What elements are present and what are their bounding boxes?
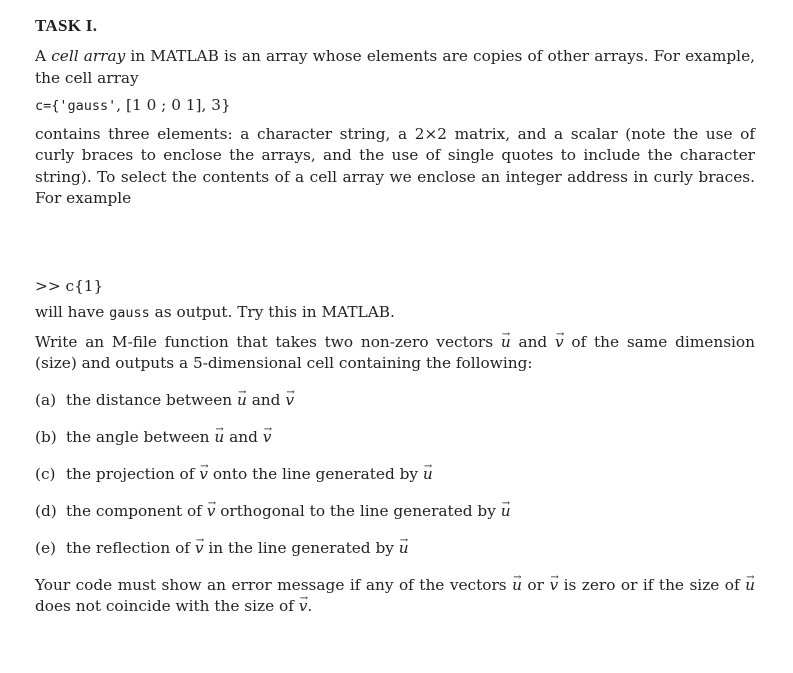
vector-v: → v bbox=[555, 332, 564, 354]
vector-first: → u bbox=[214, 427, 224, 449]
item-text: the angle between bbox=[66, 427, 215, 446]
intro-emphasis: cell array bbox=[51, 47, 126, 65]
vector-u: → u bbox=[512, 575, 522, 597]
list-item bbox=[35, 464, 755, 486]
item-text: and bbox=[246, 390, 286, 409]
task-title: TASK I. bbox=[35, 16, 98, 35]
closing-paragraph bbox=[35, 575, 755, 618]
output-mono: gauss bbox=[109, 305, 150, 321]
task-document bbox=[35, 16, 755, 618]
requirement-list bbox=[35, 390, 755, 560]
list-item bbox=[35, 427, 755, 449]
item-text: the reflection of bbox=[66, 538, 195, 557]
output-paragraph bbox=[35, 302, 755, 325]
intro-text-post: in MATLAB is an array whose elements are copies of other arrays. For example, the cell array bbox=[35, 47, 755, 87]
vector-second: → u bbox=[501, 501, 511, 523]
closing-text-5: . bbox=[307, 597, 313, 615]
intro-text-pre: A bbox=[35, 47, 52, 65]
closing-text-4: does not coincide with the size of bbox=[35, 597, 299, 615]
vector-first: → v bbox=[207, 501, 216, 523]
item-label: (a) bbox=[35, 390, 57, 409]
code-example bbox=[35, 95, 755, 118]
list-item bbox=[35, 538, 755, 560]
item-text: onto the line generated by bbox=[207, 464, 423, 483]
vector-first: → u bbox=[237, 390, 247, 412]
item-label: (e) bbox=[35, 538, 56, 557]
list-item bbox=[35, 501, 755, 523]
task-text-3: of the same dimension (size) and outputs a 5-dimensional cell containing the following: bbox=[35, 332, 755, 372]
vector-second: → u bbox=[399, 538, 409, 560]
task-text-2: and bbox=[510, 332, 555, 351]
code-prefix: c={ bbox=[35, 98, 60, 114]
vector-second: → v bbox=[285, 390, 294, 412]
item-label: (c) bbox=[35, 464, 56, 483]
vector-u: → u bbox=[745, 575, 755, 597]
vector-u: → u bbox=[501, 332, 511, 354]
closing-text-2: or bbox=[521, 575, 550, 594]
item-text: the distance between bbox=[66, 390, 237, 409]
vector-first: → v bbox=[199, 464, 208, 486]
closing-text-3: is zero or if the size of bbox=[558, 575, 746, 594]
list-item bbox=[35, 390, 755, 412]
item-label: (b) bbox=[35, 427, 57, 446]
task-paragraph bbox=[35, 332, 755, 375]
task-text-1: Write an M-file function that takes two non-zero vectors bbox=[35, 332, 501, 351]
closing-text-1: Your code must show an error message if any of the vectors bbox=[35, 575, 513, 594]
matlab-prompt: >> c{1} bbox=[35, 276, 104, 295]
item-text: the component of bbox=[66, 501, 207, 520]
vector-second: → v bbox=[263, 427, 272, 449]
vector-second: → u bbox=[423, 464, 433, 486]
intro-paragraph bbox=[35, 46, 755, 89]
item-text: and bbox=[224, 427, 263, 446]
output-text-post: as output. Try this in MATLAB. bbox=[149, 303, 395, 321]
item-label: (d) bbox=[35, 501, 57, 520]
code-string-literal: 'gauss' bbox=[59, 98, 117, 114]
item-text: in the line generated by bbox=[203, 538, 399, 557]
item-text: orthogonal to the line generated by bbox=[215, 501, 501, 520]
vector-v: → v bbox=[549, 575, 558, 597]
explanation-paragraph: contains three elements: a character string, a 2×2 matrix, and a scalar (note the use of curly braces to enclose the arrays, and the use of single quotes to include the character string). To select the contents of a cell array we enclose an integer address in curly braces. For example bbox=[35, 124, 755, 207]
code-rest: , [1 0 ; 0 1], 3} bbox=[116, 96, 231, 114]
item-text: the projection of bbox=[66, 464, 200, 483]
vector-first: → v bbox=[195, 538, 204, 560]
output-text-pre: will have bbox=[35, 303, 110, 321]
vector-v: → v bbox=[299, 596, 308, 618]
